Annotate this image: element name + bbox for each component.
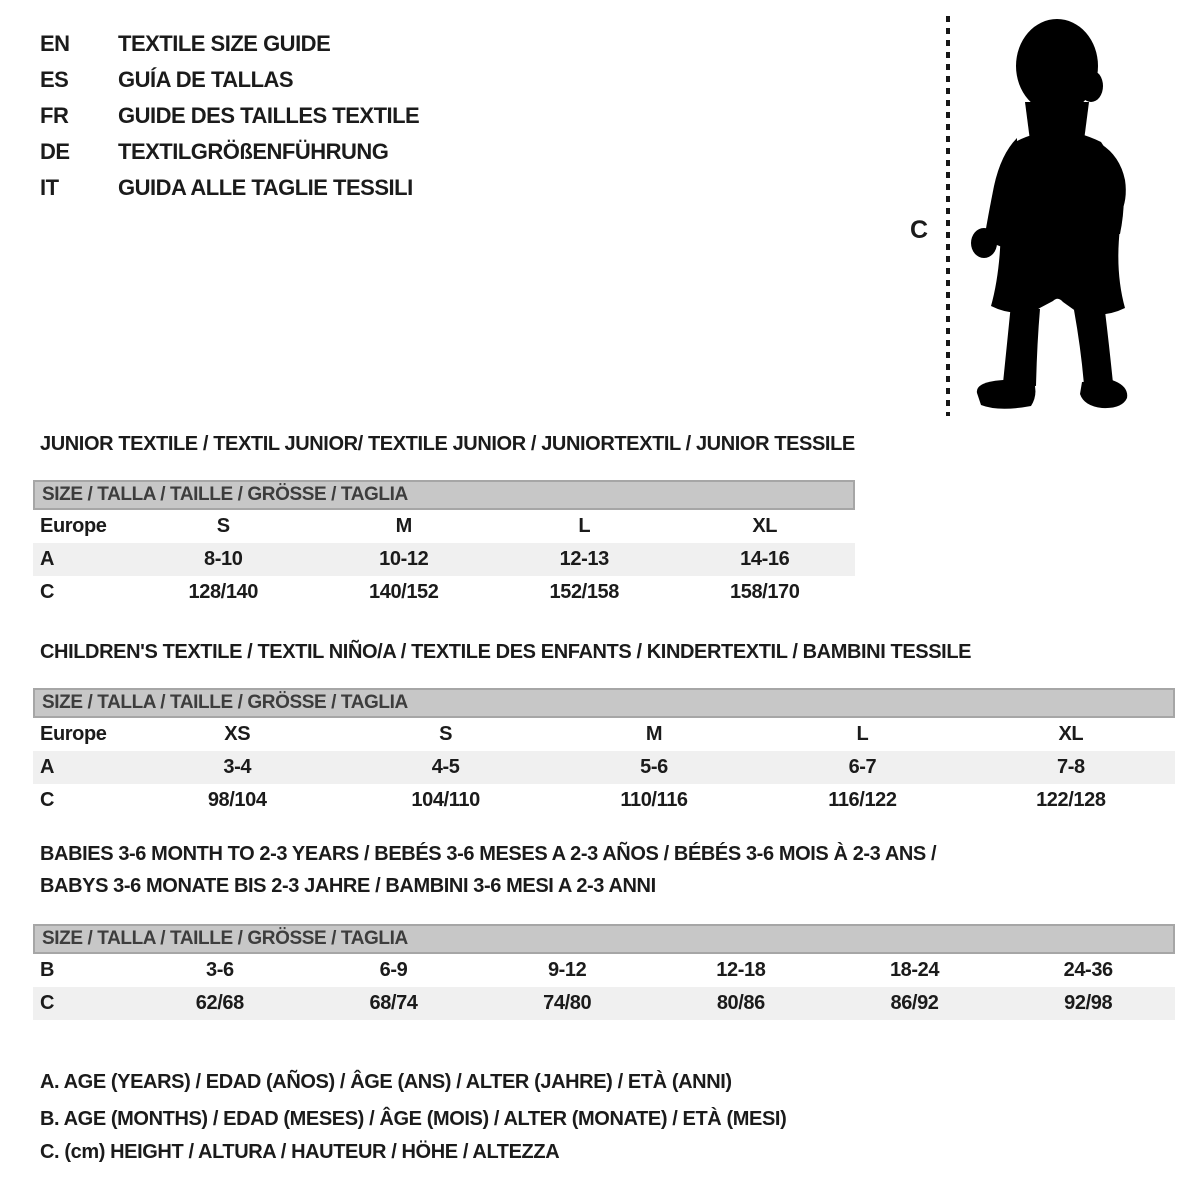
months-cell: 24-36 <box>1063 959 1113 981</box>
size-cell: M <box>645 723 663 745</box>
age-cell: 10-12 <box>379 548 429 570</box>
legend-line-b: B. AGE (MONTHS) / EDAD (MESES) / ÂGE (MOIS) / ALTER (MONATE) / ETÀ (MESI) <box>40 1108 787 1130</box>
height-measure-line <box>946 16 950 416</box>
height-cell: 152/158 <box>549 581 619 603</box>
language-row-it <box>40 170 419 206</box>
language-label: TEXTILGRÖßENFÜHRUNG <box>118 139 389 164</box>
table-row-months <box>33 954 1175 987</box>
language-list <box>40 26 419 206</box>
row-label: Europe <box>40 515 107 537</box>
table-row-europe <box>33 718 1175 751</box>
height-cell: 92/98 <box>1064 992 1113 1014</box>
children-section-title: CHILDREN'S TEXTILE / TEXTIL NIÑO/A / TEXTILE DES ENFANTS / KINDERTEXTIL / BAMBINI TESSILE <box>40 641 972 663</box>
height-cell: 62/68 <box>195 992 244 1014</box>
height-cell: 140/152 <box>369 581 439 603</box>
size-header-bar: SIZE / TALLA / TAILLE / GRÖSSE / TAGLIA <box>33 688 1175 718</box>
row-label: Europe <box>40 723 107 745</box>
size-cell: XL <box>1058 723 1084 745</box>
size-cell: S <box>216 515 230 537</box>
language-code: EN <box>40 31 70 56</box>
height-cell: 80/86 <box>716 992 765 1014</box>
months-cell: 6-9 <box>379 959 408 981</box>
size-header-bar: SIZE / TALLA / TAILLE / GRÖSSE / TAGLIA <box>33 924 1175 954</box>
row-label: C <box>40 789 55 811</box>
language-code: ES <box>40 67 69 92</box>
height-cell: 68/74 <box>369 992 418 1014</box>
age-cell: 4-5 <box>431 756 460 778</box>
height-cell: 110/116 <box>620 789 688 811</box>
language-code: IT <box>40 175 59 200</box>
size-cell: XS <box>224 723 251 745</box>
months-cell: 9-12 <box>547 959 587 981</box>
age-cell: 12-13 <box>559 548 609 570</box>
height-cell: 98/104 <box>207 789 267 811</box>
months-cell: 18-24 <box>889 959 940 981</box>
size-header-bar: SIZE / TALLA / TAILLE / GRÖSSE / TAGLIA <box>33 480 855 510</box>
age-cell: 3-4 <box>223 756 252 778</box>
table-row-age <box>33 543 855 576</box>
height-cell: 128/140 <box>188 581 258 603</box>
row-label: A <box>40 548 55 570</box>
months-cell: 3-6 <box>205 959 234 981</box>
row-label: B <box>40 959 55 981</box>
table-row-europe <box>33 510 855 543</box>
language-row-en <box>40 26 419 62</box>
row-label: A <box>40 756 55 778</box>
height-cell: 86/92 <box>890 992 939 1014</box>
height-cell: 116/122 <box>828 789 897 811</box>
babies-section-title-line1: BABIES 3-6 MONTH TO 2-3 YEARS / BEBÉS 3-6 MESES A 2-3 AÑOS / BÉBÉS 3-6 MOIS À 2-3 ANS / <box>40 843 937 865</box>
age-cell: 14-16 <box>740 548 790 570</box>
junior-section-title: JUNIOR TEXTILE / TEXTIL JUNIOR/ TEXTILE JUNIOR / JUNIORTEXTIL / JUNIOR TESSILE <box>40 433 855 455</box>
row-label: C <box>40 992 55 1014</box>
row-label: C <box>40 581 55 603</box>
language-label: GUÍA DE TALLAS <box>118 67 294 92</box>
toddler-silhouette-icon <box>963 14 1143 414</box>
language-label: GUIDA ALLE TAGLIE TESSILI <box>118 175 413 200</box>
size-cell: S <box>439 723 453 745</box>
language-label: GUIDE DES TAILLES TEXTILE <box>118 103 420 128</box>
babies-size-table <box>33 924 1175 1020</box>
language-code: FR <box>40 103 69 128</box>
junior-size-table <box>33 480 855 609</box>
height-cell: 104/110 <box>411 789 480 811</box>
table-row-height <box>33 576 855 609</box>
size-cell: XL <box>752 515 778 537</box>
children-size-table <box>33 688 1175 817</box>
height-measure-label: C <box>910 216 929 244</box>
size-cell: L <box>578 515 591 537</box>
language-code: DE <box>40 139 70 164</box>
age-cell: 7-8 <box>1056 756 1085 778</box>
babies-section-title-line2: BABYS 3-6 MONATE BIS 2-3 JAHRE / BAMBINI 3-6 MESI A 2-3 ANNI <box>40 875 656 897</box>
language-row-de <box>40 134 419 170</box>
language-row-fr <box>40 98 419 134</box>
language-row-es <box>40 62 419 98</box>
size-cell: M <box>395 515 412 537</box>
table-row-age <box>33 751 1175 784</box>
height-cell: 122/128 <box>1036 789 1106 811</box>
months-cell: 12-18 <box>716 959 766 981</box>
size-cell: L <box>856 723 869 745</box>
age-cell: 5-6 <box>640 756 668 778</box>
legend-line-a: A. AGE (YEARS) / EDAD (AÑOS) / ÂGE (ANS) / ALTER (JAHRE) / ETÀ (ANNI) <box>40 1071 732 1093</box>
height-cell: 74/80 <box>543 992 592 1014</box>
table-row-height <box>33 987 1175 1020</box>
height-cell: 158/170 <box>730 581 800 603</box>
table-row-height <box>33 784 1175 817</box>
language-label: TEXTILE SIZE GUIDE <box>118 31 331 56</box>
age-cell: 8-10 <box>204 548 243 570</box>
legend-line-c: C. (cm) HEIGHT / ALTURA / HAUTEUR / HÖHE / ALTEZZA <box>40 1141 560 1163</box>
age-cell: 6-7 <box>848 756 877 778</box>
